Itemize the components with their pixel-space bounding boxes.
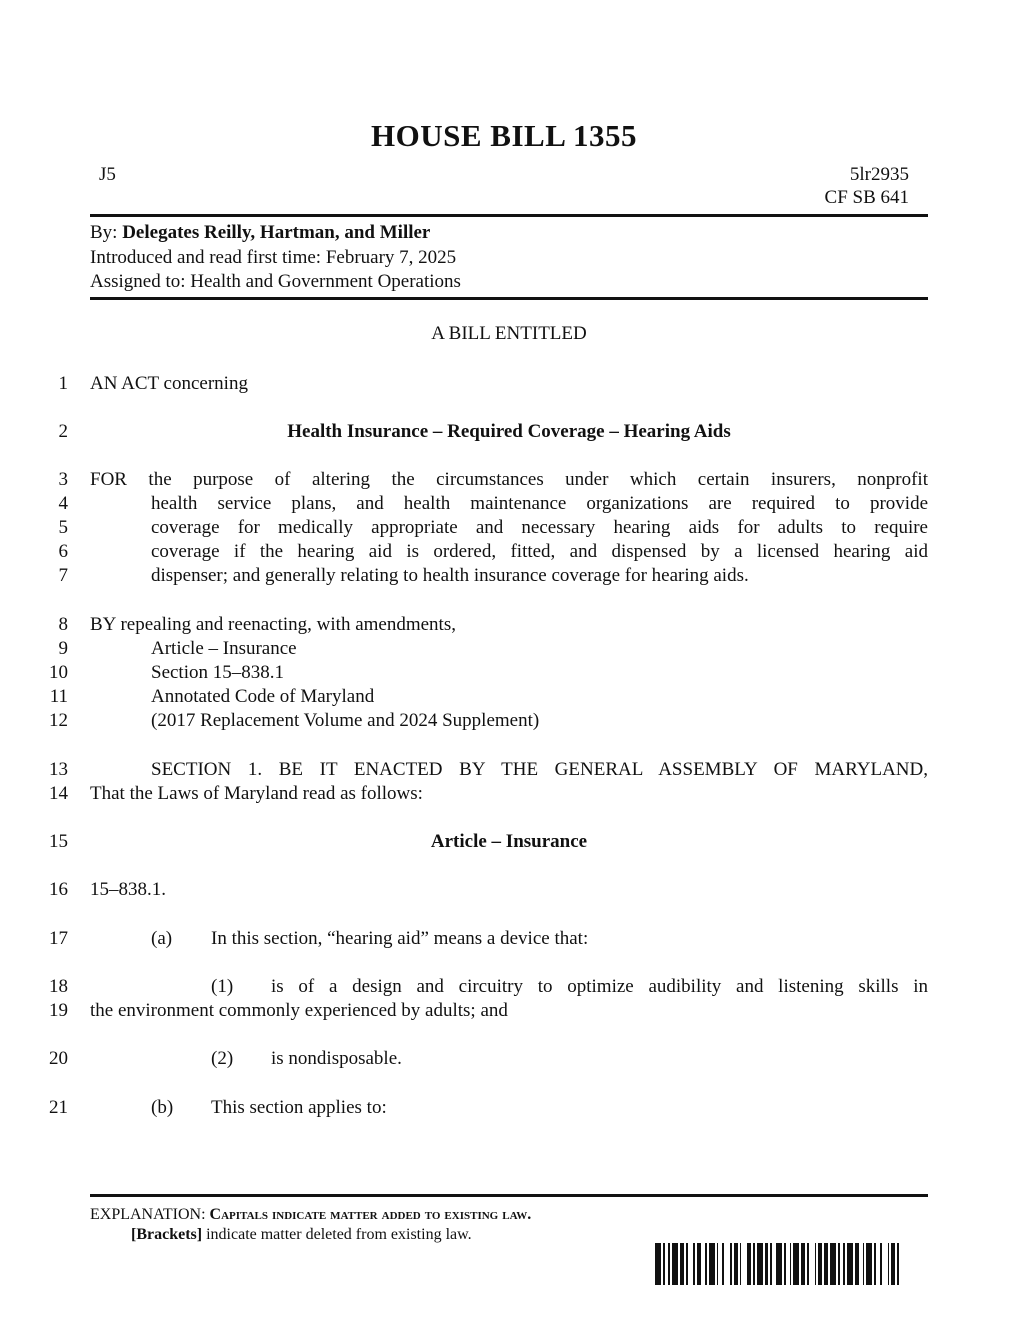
brackets-line: [131, 1226, 472, 1244]
sponsor-names: Delegates Reilly, Hartman, and Miller: [122, 222, 431, 243]
line-number: 5: [58, 517, 68, 538]
brackets-note: indicate matter deleted from existing law.: [202, 1226, 472, 1243]
item-marker: (2): [211, 1048, 234, 1069]
line-number: 11: [49, 686, 68, 707]
footer-rule: [90, 1194, 928, 1197]
assigned-line: Assigned to: Health and Government Operations: [90, 271, 461, 292]
citation-code: Annotated Code of Maryland: [151, 686, 375, 707]
act-concerning: AN ACT concerning: [90, 373, 248, 394]
subsection-text: This section applies to:: [211, 1097, 387, 1118]
purpose-line: coverage if the hearing aid is ordered, fitted, and dispensed by a licensed hearing aid: [151, 541, 928, 562]
line-number: 20: [49, 1048, 68, 1069]
sponsor-rule: [90, 297, 928, 300]
bill-subject-title: Health Insurance – Required Coverage – Hearing Aids: [287, 421, 731, 442]
header-rule: [90, 214, 928, 217]
bill-entitled: A BILL ENTITLED: [431, 323, 587, 344]
line-number: 8: [58, 614, 68, 635]
explanation-line: [90, 1206, 531, 1224]
item-text-cont: the environment commonly experienced by adults; and: [90, 1000, 508, 1021]
line-number: 12: [49, 710, 68, 731]
purpose-line: health service plans, and health maintenance organizations are required to provide: [151, 493, 928, 514]
item-marker: (1): [211, 976, 234, 997]
citation-volume: (2017 Replacement Volume and 2024 Supplement): [151, 710, 540, 731]
line-number: 13: [49, 759, 68, 780]
subsection-marker: (a): [151, 928, 173, 949]
line-number: 14: [49, 783, 68, 804]
line-number: 15: [49, 831, 68, 852]
line-number: 7: [58, 565, 68, 586]
citation-article: Article – Insurance: [151, 638, 297, 659]
line-number: 18: [49, 976, 68, 997]
line-number: 3: [58, 469, 68, 490]
brackets-word: [Brackets]: [131, 1226, 203, 1243]
capitals-note: Capitals indicate matter added to existing law.: [209, 1206, 532, 1223]
enacting-clause: SECTION 1. BE IT ENACTED BY THE GENERAL ASSEMBLY OF MARYLAND,: [151, 759, 928, 780]
citation-section: Section 15–838.1: [151, 662, 284, 683]
subsection-text: In this section, “hearing aid” means a device that:: [211, 928, 589, 949]
committee-code: J5: [99, 164, 116, 185]
by-repealing-line: BY repealing and reenacting, with amendments,: [90, 614, 456, 635]
barcode-bar: [899, 1243, 905, 1285]
line-number: 21: [49, 1097, 68, 1118]
line-number: 4: [58, 493, 68, 514]
explanation-label: EXPLANATION:: [90, 1206, 206, 1223]
draft-number: 5lr2935: [849, 164, 909, 185]
line-number: 17: [49, 928, 68, 949]
line-number: 1: [58, 373, 68, 394]
purpose-line: dispenser; and generally relating to health insurance coverage for hearing aids.: [151, 565, 749, 586]
barcode: [655, 1243, 905, 1285]
item-text: is nondisposable.: [271, 1048, 402, 1069]
introduced-line: Introduced and read first time: February 7, 2025: [90, 247, 457, 268]
section-number: 15–838.1.: [90, 879, 166, 900]
line-number: 10: [49, 662, 68, 683]
purpose-line: coverage for medically appropriate and necessary hearing aids for adults to require: [151, 517, 928, 538]
line-number: 9: [58, 638, 68, 659]
line-number: 6: [58, 541, 68, 562]
cross-file: CF SB 641: [824, 187, 909, 208]
article-heading: Article – Insurance: [430, 831, 588, 852]
subsection-marker: (b): [151, 1097, 174, 1118]
enacting-clause-cont: That the Laws of Maryland read as follows:: [90, 783, 423, 804]
sponsor-line: [90, 222, 430, 244]
purpose-line: FOR the purpose of altering the circumstances under which certain insurers, nonprofit: [90, 469, 928, 490]
line-number: 19: [49, 1000, 68, 1021]
by-label: By:: [90, 222, 118, 243]
item-text: is of a design and circuitry to optimize audibility and listening skills in: [271, 976, 928, 997]
bill-title: HOUSE BILL 1355: [371, 118, 637, 153]
line-number: 16: [49, 879, 68, 900]
line-number: 2: [58, 421, 68, 442]
